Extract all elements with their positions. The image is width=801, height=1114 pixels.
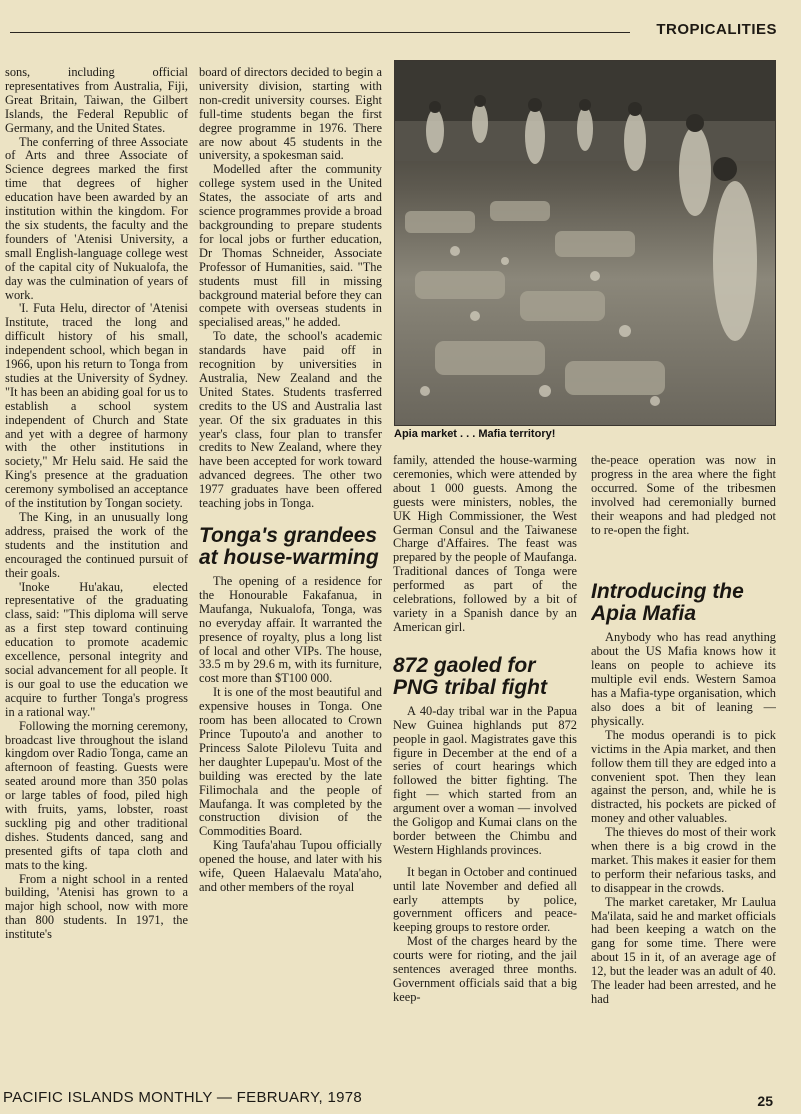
paragraph: To date, the school's academic standards have paid off in recognition by universities in Australia, New Zealand and the United States. Students trasferred credits to the US and Australia last year. Of the six graduates in this year's class, four plan to transfer credits to New Zealand, where they have been accepted for work toward advanced degrees. The other two 1977 graduates have been offered teaching jobs in Tonga. [199, 329, 382, 511]
page-number: 25 [757, 1093, 773, 1109]
headline-png-tribal-fight: 872 gaoled for PNG tribal fight [393, 653, 547, 699]
article-column-2 [199, 66, 382, 1088]
paragraph: The King, in an unusually long address, praised the work of the students and the institution and encouraged the continued pursuit of their goals. [5, 510, 188, 580]
paragraph: Modelled after the community college system used in the United States, the associate of arts and science programmes provide a broad backgrounding to prepare students for local jobs or further education, Dr Thomas Schneider, Associate Professor of Humanities, said. "The students must fill in missing background material before they can compete with overseas students in specialised areas," he added. [199, 162, 382, 330]
paragraph: From a night school in a rented building, 'Atenisi has grown to a major high school, now with more than 800 students. In 1971, the institute's [5, 871, 188, 942]
paragraph: Most of the charges heard by the courts were for rioting, and the jail sentences averaged three months. Government officials said that a big keep- [393, 934, 577, 1004]
paragraph: the-peace operation was now in progress in the area where the fight occurred. Some of the tribesmen involved had ceremonially burned their weapons and had pledged not to re-open the fight. [591, 454, 776, 537]
headline-tonga-grandees: Tonga's grandees at house-warming [199, 524, 379, 569]
article-column-4 [591, 454, 776, 1088]
footer-publication: PACIFIC ISLANDS MONTHLY — FEBRUARY, 1978 [3, 1089, 363, 1106]
paragraph: The conferring of three Associate of Arts and three Associate of Science degrees marked the first time that degrees of higher education have been awarded by an institution within the kingdom. For the six students, the faculty and the founders of 'Atenisi University, a small English-language college west of the capital city of Nukualofa, the day was the culmination of years of work. [5, 134, 188, 302]
article-column-3 [393, 454, 577, 1088]
section-title: TROPICALITIES [656, 21, 777, 38]
photo-caption: Apia market . . . Mafia territory! [394, 428, 556, 440]
paragraph: The market caretaker, Mr Laulua Ma'ilata, said he and market officials had been keeping a watch on the gang for some time. There were about 15 in it, of an average age of 12, but the leader was an adult of 40. The leader had been arrested, and he had [591, 894, 776, 1006]
paragraph: The modus operandi is to pick victims in the Apia market, and then follow them till they are edged into a convenient spot. Then they lean against the person, and, while he is distracted, his pockets are picked of money and other valuables. [591, 727, 776, 826]
paragraph: It is one of the most beautiful and expensive houses in Tonga. One room has been allocated to Crown Prince Tupouto'a and another to Princess Salote Pilolevu Tuita and her daughter Lupepau'u. Most of the building was erected by the late Filimochala and the people of Maufanga. It was completed by the construction division of the Commodities Board. [199, 685, 382, 839]
headline-apia-mafia: Introducing the Apia Mafia [591, 580, 744, 626]
paragraph: The thieves do most of their work when there is a big crowd in the market. This makes it easier for them to perform their nefarious tasks, and to disappear in the crowds. [591, 825, 776, 895]
paragraph: 'I. Futa Helu, director of 'Atenisi Institute, traced the long and difficult history of his small, independent school, which began in 1966, upon his return to Tonga from studies at the University of Sydney. "It has been an abiding goal for us to establish a school system independent of Church and State and yet with a degree of harmony with the other institutions in society," Mr Helu said. He said the King's presence at the graduation ceremony symbolised an acceptance of the institution by Tongan society. [5, 301, 188, 511]
paragraph: board of directors decided to begin a university division, starting with non-credit university courses. Eight full-time students began the first degree programme in 1976. There are now about 45 students in the university, a spokesman said. [199, 66, 382, 163]
paragraph: A 40-day tribal war in the Papua New Guinea highlands put 872 people in gaol. Magistrates gave this figure in December at the end of a series of court hearings which followed the bitter fighting. The fight — which started from an argument over a woman — involved the Goligop and Kumai clans on the border between the Chimbu and Western Highlands provinces. [393, 703, 577, 857]
paragraph: King Taufa'ahau Tupou officially opened the house, and later with his wife, Queen Halaevalu Mata'aho, and other members of the royal [199, 838, 382, 894]
paragraph: The opening of a residence for the Honourable Fakafanua, in Maufanga, Nukualofa, Tonga, was no everyday affair. It warranted the presence of royalty, plus a long list of local and other VIPs. The house, 33.5 m by 29.6 m, with its furniture, cost more than $T100 000. [199, 574, 382, 686]
paragraph: Anybody who has read anything about the US Mafia knows how it leans on people to achieve its multiple evil ends. Western Samoa has a Mafia-type organisation, which also does a bit of leaning — physically. [591, 630, 776, 728]
apia-market-photo [394, 60, 776, 426]
header-rule [10, 32, 630, 33]
paragraph: 'Inoke Hu'akau, elected representative of the graduating class, said: "This diploma will serve as a first step toward continuing education to promote academic excellence, personal integrity and social advancement for all people. It is our goal to use the education we acquire to further Tonga's progress in a rational way." [5, 579, 188, 719]
paragraph: It began in October and continued until late November and defied all early attempts by police, government officers and peace-keeping groups to restore order. [393, 864, 577, 935]
paragraph: sons, including official representatives from Australia, Fiji, Great Britain, Taiwan, the Gilbert Islands, the Federal Republic of Germany, and the United States. [5, 66, 188, 135]
market-scene-illustration [395, 61, 775, 425]
paragraph: Following the morning ceremony, broadcast live throughout the island kingdom over Radio Tonga, came an afternoon of feasting. Guests were seated around more than 350 polas or large tables of food, piled high with fruits, yams, lobster, roast suckling pig and other traditional dishes. Students danced, sang and presented gifts of tapa cloth and mats to the king. [5, 718, 188, 872]
article-column-1 [5, 66, 188, 1088]
paragraph: family, attended the house-warming ceremonies, which were attended by about 1 000 guests. Among the guests were ministers, nobles, the UK High Commissioner, the West German Consul and the Taiwanese Charge d'Affaires. The feast was prepared by the people of Maufanga. Traditional dances of Tonga were performed as part of the celebrations, followed by a bit of variety in a Spanish dance by an American girl. [393, 454, 577, 634]
